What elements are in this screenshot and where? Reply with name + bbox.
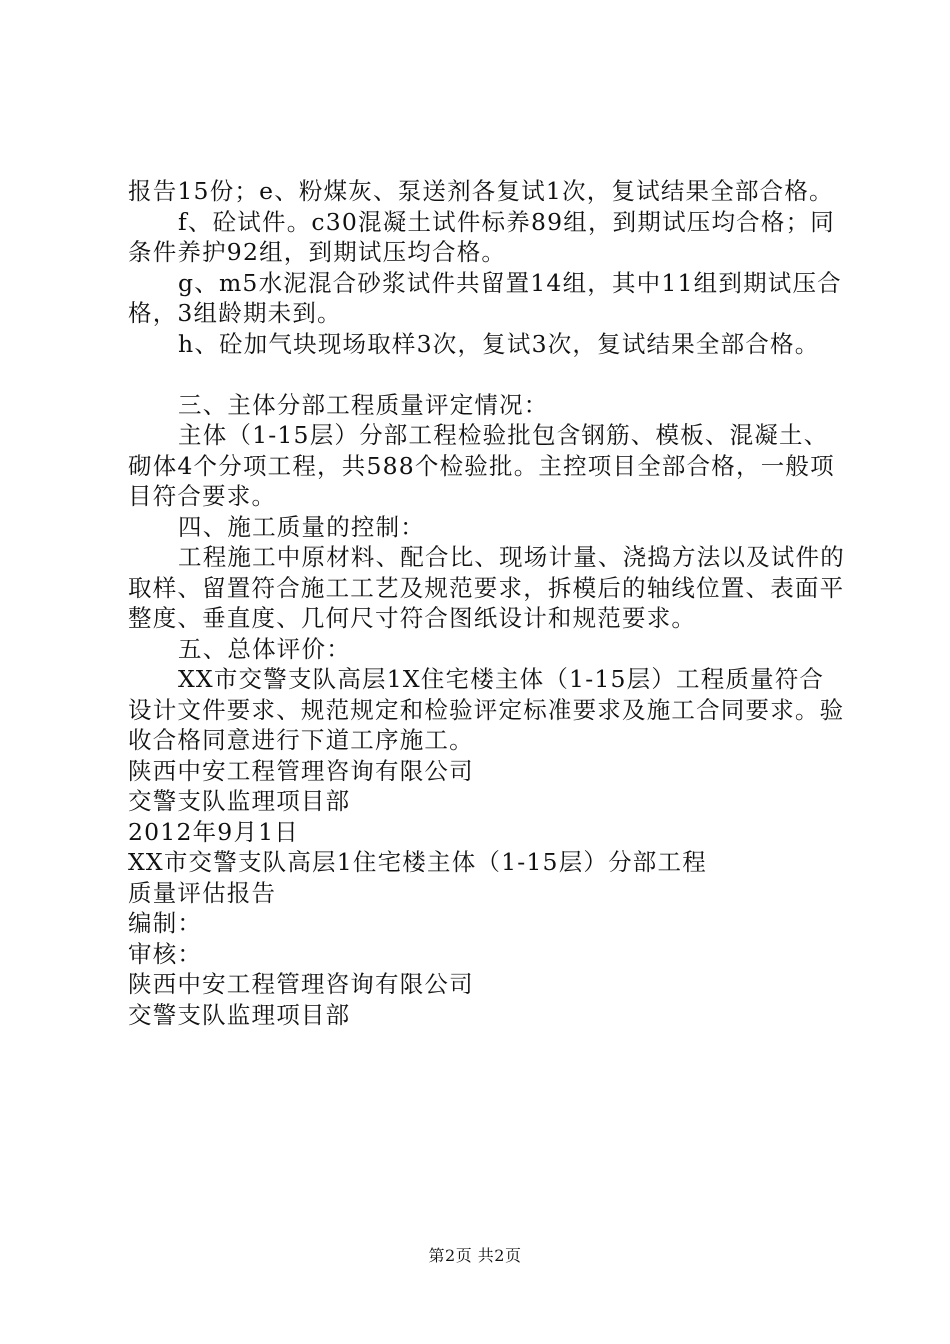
signature-date: 2012年9月1日 [128, 817, 300, 846]
document-body [128, 176, 848, 1030]
signature-company-2: 陕西中安工程管理咨询有限公司 [128, 970, 474, 998]
report-title-line2: 质量评估报告 [128, 878, 277, 907]
paragraph-mortar-specimens: g、m5水泥混合砂浆试件共留置14组，其中11组到期试压合格，3组龄期未到。 [128, 268, 842, 327]
paragraph-aerated-block: h、砼加气块现场取样3次，复试3次，复试结果全部合格。 [178, 329, 820, 358]
page-footer: 第2页 共2页 [428, 1246, 522, 1265]
paragraph-quality-control: 工程施工中原材料、配合比、现场计量、浇捣方法以及试件的取样、留置符合施工工艺及规范要求，拆模后的轴线位置、表面平整度、垂直度、几何尺寸符合图纸设计和规范要求。 [128, 543, 845, 632]
signature-company: 陕西中安工程管理咨询有限公司 [128, 756, 474, 785]
report-title-line1: XX市交警支队高层1住宅楼主体（1-15层）分部工程 [128, 848, 707, 876]
paragraph-concrete-specimens: f、砼试件。c30混凝土试件标养89组，到期试压均合格；同条件养护92组，到期试压均合格。 [128, 207, 835, 266]
paragraph-report-count: 报告15份；e、粉煤灰、泵送剂各复试1次，复试结果全部合格。 [128, 177, 834, 205]
spacer [128, 359, 848, 390]
paragraph-overall-evaluation: XX市交警支队高层1X住宅楼主体（1-15层）工程质量符合设计文件要求、规范规定和检验评定标准要求及施工合同要求。验收合格同意进行下道工序施工。 [128, 665, 845, 754]
heading-section-5: 五、总体评价： [178, 634, 351, 663]
paragraph-main-structure: 主体（1-15层）分部工程检验批包含钢筋、模板、混凝土、砌体4个分项工程，共588个检验批。主控项目全部合格，一般项目符合要求。 [128, 421, 835, 510]
signature-department: 交警支队监理项目部 [128, 787, 351, 815]
heading-section-4: 四、施工质量的控制： [178, 512, 425, 541]
heading-section-3: 三、主体分部工程质量评定情况： [178, 390, 549, 419]
prepared-by-label: 编制： [128, 909, 203, 937]
signature-department-2: 交警支队监理项目部 [128, 1000, 351, 1029]
reviewed-by-label: 审核： [128, 939, 203, 968]
